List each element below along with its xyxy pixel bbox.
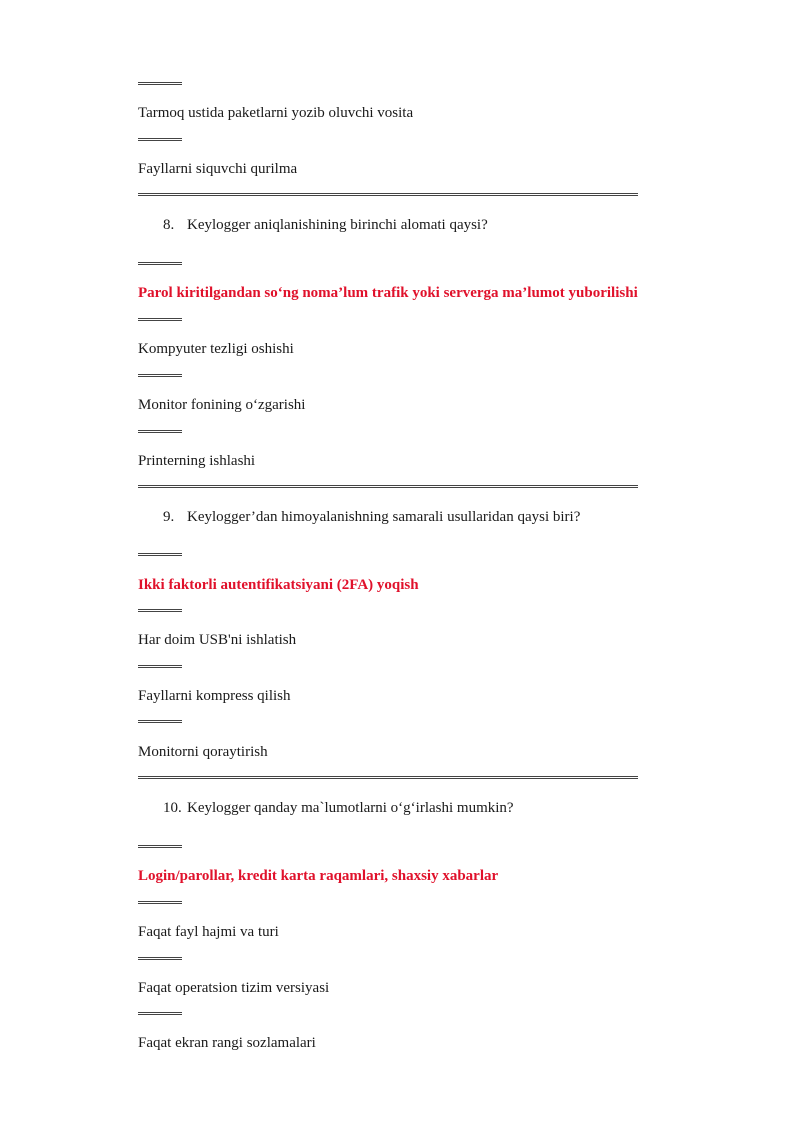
option: Printerning ishlashi [138,453,256,469]
question-number: 8. [163,217,175,233]
option: Fayllarni siquvchi qurilma [138,161,298,177]
option-separator [138,82,182,85]
question-text: Keylogger aniqlanishining birinchi alomati qaysi? [187,217,488,233]
correct-answer: Parol kiritilgandan so‘ng noma’lum trafik yoki serverga ma’lumot yuborilishi [138,285,638,301]
option-separator [138,374,182,377]
option: Fayllarni kompress qilish [138,688,291,704]
option: Monitorni qoraytirish [138,744,268,760]
option-separator [138,1012,182,1015]
option: Faqat ekran rangi sozlamalari [138,1035,316,1051]
option-separator [138,609,182,612]
question-8 [163,216,488,234]
question-number: 10. [163,800,182,816]
option-separator [138,553,182,556]
option-separator [138,720,182,723]
option-separator [138,665,182,668]
question-9 [163,508,580,526]
option: Faqat fayl hajmi va turi [138,924,279,940]
option-separator [138,430,182,433]
option-separator [138,318,182,321]
question-divider [138,485,638,488]
question-divider [138,193,638,196]
option-separator [138,957,182,960]
correct-answer: Login/parollar, kredit karta raqamlari, shaxsiy xabarlar [138,868,499,884]
option-separator [138,845,182,848]
option-separator [138,138,182,141]
option: Monitor fonining o‘zgarishi [138,397,306,413]
option: Kompyuter tezligi oshishi [138,341,294,357]
question-text: Keylogger’dan himoyalanishning samarali usullaridan qaysi biri? [187,509,581,525]
correct-answer: Ikki faktorli autentifikatsiyani (2FA) yoqish [138,577,419,593]
question-divider [138,776,638,779]
question-number: 9. [163,509,175,525]
option: Tarmoq ustida paketlarni yozib oluvchi vosita [138,105,414,121]
question-text: Keylogger qanday ma`lumotlarni o‘g‘irlashi mumkin? [187,800,514,816]
option-separator [138,901,182,904]
option: Faqat operatsion tizim versiyasi [138,980,330,996]
option-separator [138,262,182,265]
question-10 [163,799,514,817]
option: Har doim USB'ni ishlatish [138,632,297,648]
